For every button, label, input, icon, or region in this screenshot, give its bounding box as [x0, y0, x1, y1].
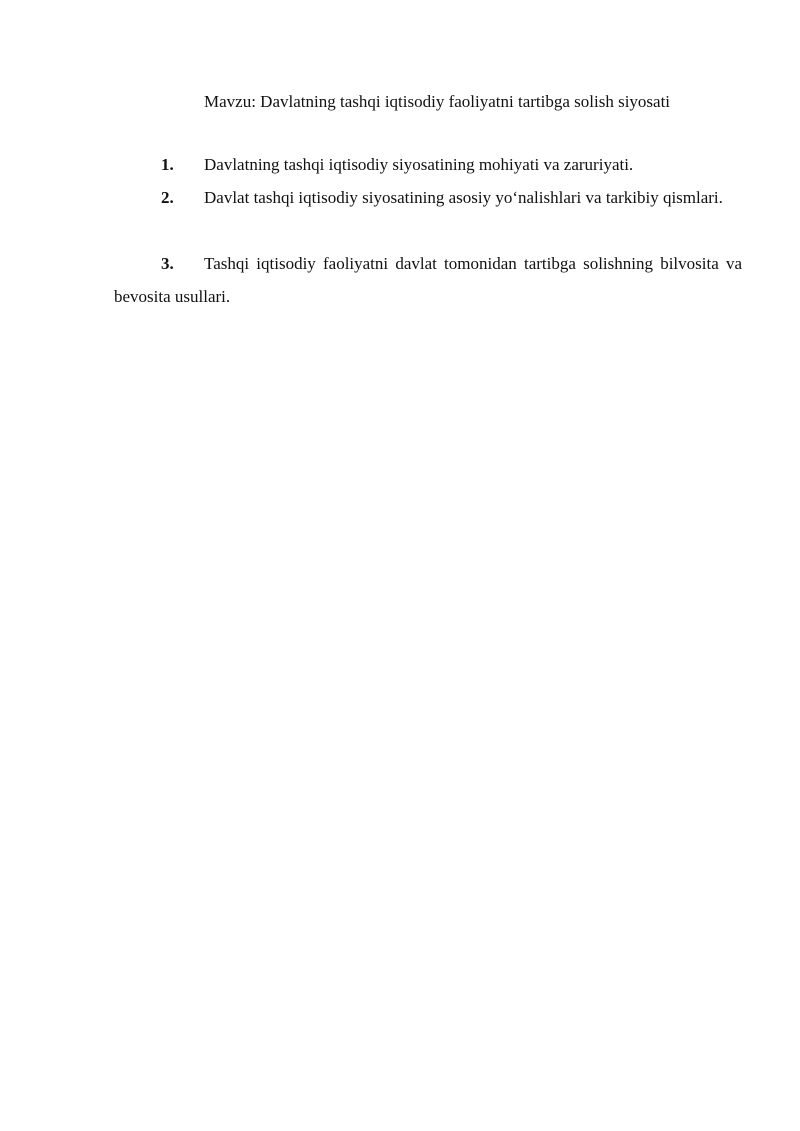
list-item	[114, 247, 742, 313]
list-item-text: Davlatning tashqi iqtisodiy siyosatining mohiyati va zaruriyati.	[204, 155, 634, 174]
list-item-number: 2.	[161, 188, 174, 207]
list-item	[114, 181, 742, 214]
list-item	[114, 148, 742, 181]
list-item-text: Davlat tashqi iqtisodiy siyosatining asosiy yo‘nalishlari va tarkibiy qismlari.	[204, 188, 723, 207]
page-title: Mavzu: Davlatning tashqi iqtisodiy faoliyatni tartibga solish siyosati	[204, 92, 671, 111]
list-item-text: Tashqi iqtisodiy faoliyatni davlat tomonidan tartibga solishning bilvosita va bevosita usullari.	[114, 254, 742, 306]
list-item-number: 3.	[161, 254, 174, 273]
list-item-number: 1.	[161, 155, 174, 174]
